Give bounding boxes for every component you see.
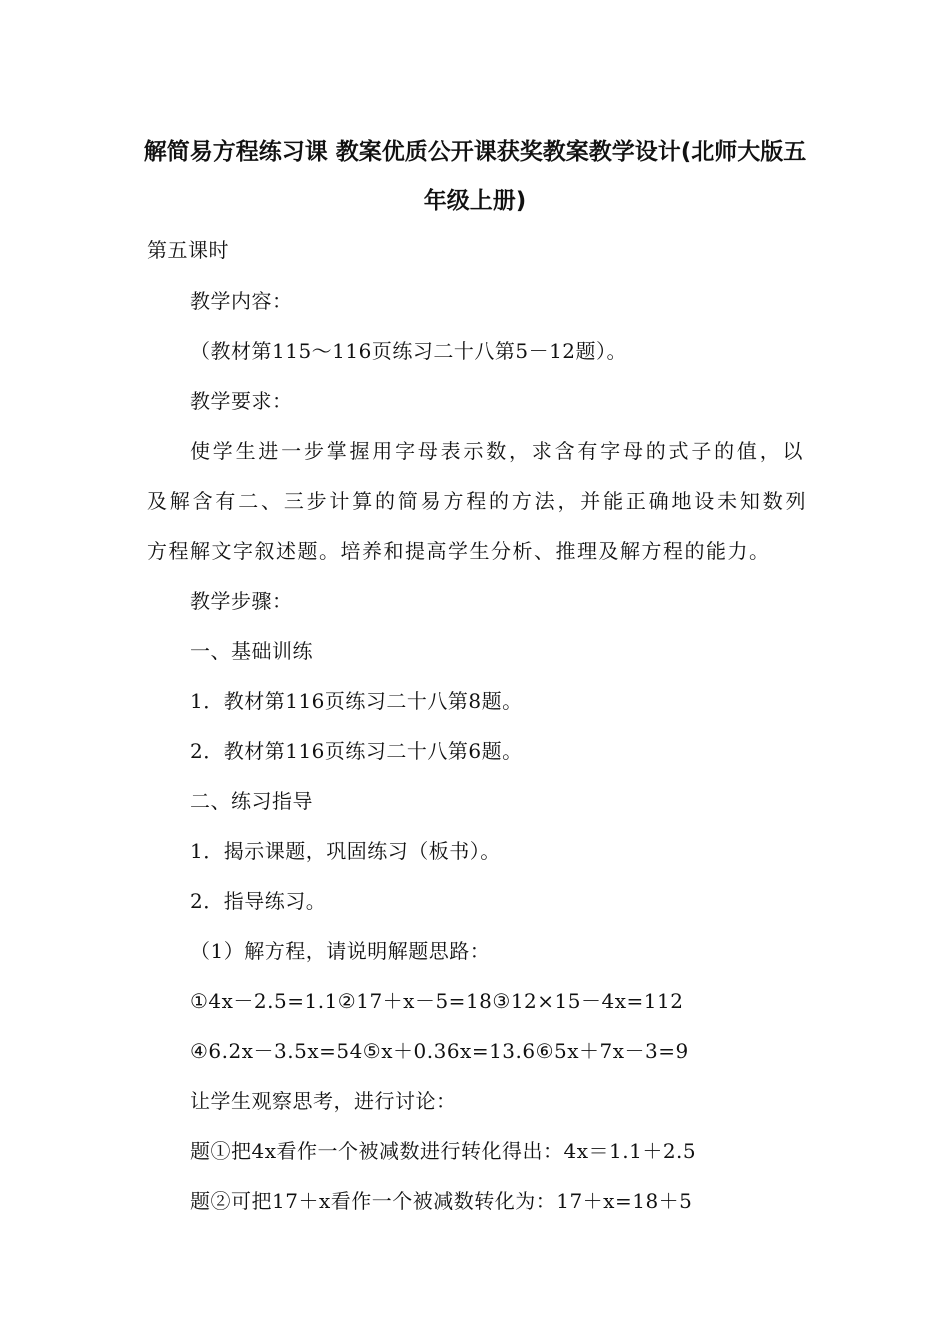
explanation-item-1: 题①把4x看作一个被减数进行转化得出：4x＝1.1＋2.5 [190,1139,697,1163]
document-title-line-1: 解简易方程练习课 教案优质公开课获奖教案教学设计(北师大版五 [143,139,807,165]
teaching-steps-heading: 教学步骤： [190,589,293,613]
section-basic-training: 一、基础训练 [190,639,313,663]
lesson-label: 第五课时 [147,238,229,262]
equations-row-1: ①4x－2.5=1.1②17＋x－5=18③12×15－4x=112 [190,989,684,1013]
practice-item-1: 1．揭示课题，巩固练习（板书）。 [190,839,501,863]
document-title-line-2: 年级上册) [423,188,527,214]
requirements-paragraph-line-3: 方程解文字叙述题。培养和提高学生分析、推理及解方程的能力。 [147,539,771,563]
discussion-prompt: 让学生观察思考，进行讨论： [190,1089,457,1113]
explanation-item-2: 题②可把17＋x看作一个被减数转化为：17＋x=18＋5 [190,1189,693,1213]
teaching-requirements-heading: 教学要求： [190,389,293,413]
teaching-content-heading: 教学内容： [190,289,293,313]
basic-training-item-1: 1．教材第116页练习二十八第8题。 [190,689,523,713]
basic-training-item-2: 2．教材第116页练习二十八第6题。 [190,739,523,763]
section-practice-guidance: 二、练习指导 [190,789,313,813]
equations-row-2: ④6.2x－3.5x=54⑤x＋0.36x=13.6⑥5x＋7x－3=9 [190,1039,689,1063]
requirements-paragraph-line-2: 及解含有二、三步计算的简易方程的方法，并能正确地设未知数列 [147,489,807,513]
requirements-paragraph-line-1: 使学生进一步掌握用字母表示数，求含有字母的式子的值，以 [190,439,804,463]
solve-equations-prompt: （1）解方程，请说明解题思路： [190,939,491,963]
teaching-content-text: （教材第115～116页练习二十八第5－12题）。 [190,339,628,363]
practice-item-2: 2．指导练习。 [190,889,327,913]
